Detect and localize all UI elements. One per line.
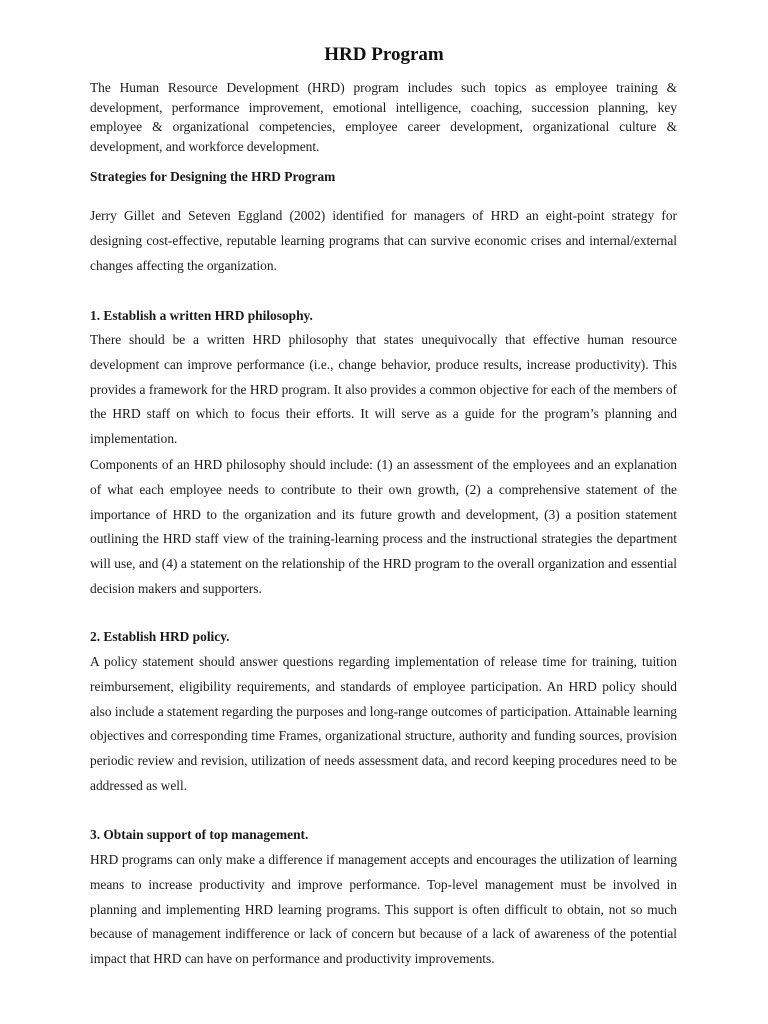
section-paragraph: There should be a written HRD philosophy that states unequivocally that effective human resource development can improve performance (i.e., change behavior, produce results, increase productivity). This provides a framework for the HRD program. It also provides a common objective for each of the members of the HRD staff on which to focus their efforts. It will serve as a guide for the program’s planning and implementation. xyxy=(90,332,677,447)
document-title: HRD Program xyxy=(324,44,444,65)
section-paragraph: HRD programs can only make a difference if management accepts and encourages the utilization of learning means to increase productivity and improve performance. Top-level management must be involved in planning and implementing HRD learning programs. This support is often difficult to obtain, not so much because of management indifference or lack of concern but because of a lack of awareness of the potential impact that HRD can have on performance and productivity improvements. xyxy=(90,852,677,967)
intro-paragraph: The Human Resource Development (HRD) program includes such topics as employee training & development, performance improvement, emotional intelligence, coaching, succession planning, key employee & organizational competencies, employee career development, organizational culture & development, and workforce development. xyxy=(90,80,677,154)
strategies-heading: Strategies for Designing the HRD Program xyxy=(90,169,336,184)
strategies-intro-paragraph: Jerry Gillet and Seteven Eggland (2002) identified for managers of HRD an eight-point strategy for designing cost-effective, reputable learning programs that can survive economic crises and internal/external changes affecting the organization. xyxy=(90,208,677,273)
section-heading: 1. Establish a written HRD philosophy. xyxy=(90,308,313,323)
section-paragraph: A policy statement should answer questions regarding implementation of release time for training, tuition reimbursement, eligibility requirements, and standards of employee participation. An HRD policy should also include a statement regarding the purposes and long-range outcomes of participation. Attainable learning objectives and corresponding time Frames, organizational structure, authority and funding sources, provision periodic review and revision, utilization of needs assessment data, and record keeping procedures need to be addressed as well. xyxy=(90,654,677,793)
section-paragraph: Components of an HRD philosophy should include: (1) an assessment of the employees and an explanation of what each employee needs to contribute to their own growth, (2) a comprehensive statement of the importance of HRD to the organization and its future growth and development, (3) a position statement outlining the HRD staff view of the training-learning process and the instructional strategies the department will use, and (4) a statement on the relationship of the HRD program to the overall organization and essential decision makers and supporters. xyxy=(90,457,677,596)
section-heading: 2. Establish HRD policy. xyxy=(90,629,230,644)
section-heading: 3. Obtain support of top management. xyxy=(90,827,309,842)
